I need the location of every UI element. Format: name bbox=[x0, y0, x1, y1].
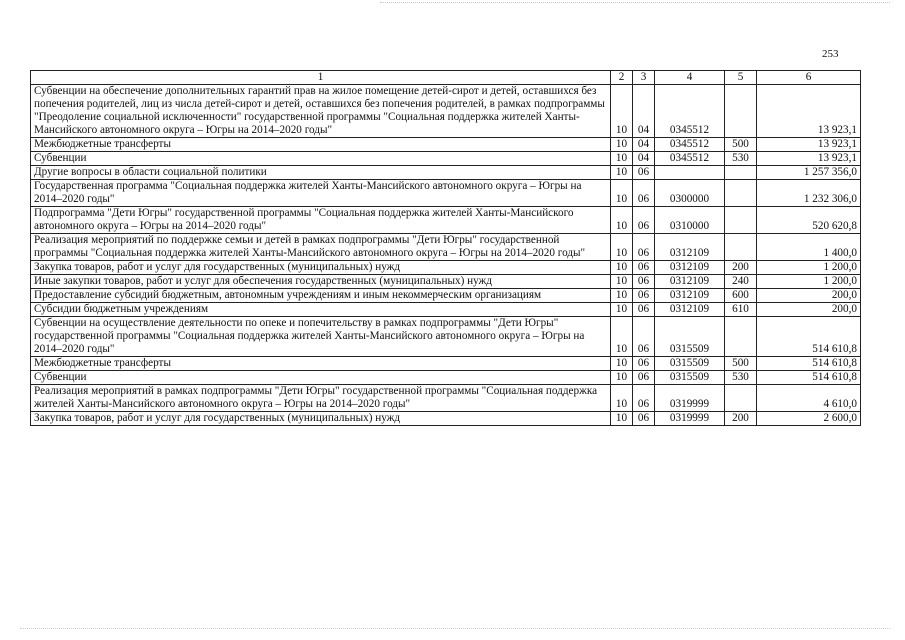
row-target-article bbox=[655, 166, 725, 180]
column-header-name: 1 bbox=[31, 71, 611, 85]
row-expense-type: 200 bbox=[725, 261, 757, 275]
row-section: 10 bbox=[611, 289, 633, 303]
table-row bbox=[31, 385, 861, 412]
row-subsection: 06 bbox=[633, 412, 655, 426]
row-subsection: 06 bbox=[633, 180, 655, 207]
row-section: 10 bbox=[611, 385, 633, 412]
row-expense-type: 500 bbox=[725, 357, 757, 371]
row-name: Закупка товаров, работ и услуг для государственных (муниципальных) нужд bbox=[31, 261, 611, 275]
row-target-article: 0315509 bbox=[655, 371, 725, 385]
row-section: 10 bbox=[611, 317, 633, 357]
row-amount: 13 923,1 bbox=[757, 138, 861, 152]
row-target-article: 0312109 bbox=[655, 275, 725, 289]
row-amount: 520 620,8 bbox=[757, 207, 861, 234]
row-subsection: 04 bbox=[633, 138, 655, 152]
row-amount: 200,0 bbox=[757, 289, 861, 303]
table-row bbox=[31, 180, 861, 207]
row-section: 10 bbox=[611, 234, 633, 261]
row-subsection: 06 bbox=[633, 317, 655, 357]
row-section: 10 bbox=[611, 412, 633, 426]
row-amount: 1 200,0 bbox=[757, 261, 861, 275]
row-subsection: 06 bbox=[633, 275, 655, 289]
row-name: Субвенции bbox=[31, 371, 611, 385]
row-target-article: 0315509 bbox=[655, 317, 725, 357]
row-expense-type: 240 bbox=[725, 275, 757, 289]
row-section: 10 bbox=[611, 303, 633, 317]
row-expense-type bbox=[725, 234, 757, 261]
row-subsection: 04 bbox=[633, 152, 655, 166]
row-amount: 514 610,8 bbox=[757, 371, 861, 385]
row-subsection: 06 bbox=[633, 234, 655, 261]
table-row bbox=[31, 275, 861, 289]
row-expense-type bbox=[725, 180, 757, 207]
table-row bbox=[31, 261, 861, 275]
row-section: 10 bbox=[611, 166, 633, 180]
row-expense-type bbox=[725, 385, 757, 412]
row-amount: 4 610,0 bbox=[757, 385, 861, 412]
row-section: 10 bbox=[611, 275, 633, 289]
table-row bbox=[31, 317, 861, 357]
row-subsection: 06 bbox=[633, 289, 655, 303]
row-name: Межбюджетные трансферты bbox=[31, 138, 611, 152]
row-name: Реализация мероприятий по поддержке семьи и детей в рамках подпрограммы "Дети Югры" государственной программы "Социальная поддержка жителей Ханты-Мансийского автономного округа – Югры на 2014–2020 годы" bbox=[31, 234, 611, 261]
row-amount: 2 600,0 bbox=[757, 412, 861, 426]
row-section: 10 bbox=[611, 152, 633, 166]
row-name: Субвенции на осуществление деятельности по опеке и попечительству в рамках подпрограммы "Дети Югры" государственной программы "Социальная поддержка жителей Ханты-Мансийского автономного округа – Югры на 2014–2020 годы" bbox=[31, 317, 611, 357]
row-name: Реализация мероприятий в рамках подпрограммы "Дети Югры" государственной программы "Социальная поддержка жителей Ханты-Мансийского автономного округа – Югры на 2014–2020 годы" bbox=[31, 385, 611, 412]
row-name: Государственная программа "Социальная поддержка жителей Ханты-Мансийского автономного округа – Югры на 2014–2020 годы" bbox=[31, 180, 611, 207]
row-section: 10 bbox=[611, 357, 633, 371]
row-subsection: 06 bbox=[633, 261, 655, 275]
row-name: Предоставление субсидий бюджетным, автономным учреждениям и иным некоммерческим организациям bbox=[31, 289, 611, 303]
column-header-amount: 6 bbox=[757, 71, 861, 85]
row-target-article: 0345512 bbox=[655, 85, 725, 138]
row-expense-type: 500 bbox=[725, 138, 757, 152]
row-name: Субсидии бюджетным учреждениям bbox=[31, 303, 611, 317]
scan-artifact-top bbox=[380, 2, 890, 3]
column-header-subsection: 3 bbox=[633, 71, 655, 85]
row-section: 10 bbox=[611, 85, 633, 138]
table-row bbox=[31, 357, 861, 371]
budget-table bbox=[30, 70, 861, 426]
column-header-target-article: 4 bbox=[655, 71, 725, 85]
row-section: 10 bbox=[611, 207, 633, 234]
table-row bbox=[31, 289, 861, 303]
row-expense-type bbox=[725, 317, 757, 357]
row-amount: 13 923,1 bbox=[757, 85, 861, 138]
row-expense-type: 530 bbox=[725, 152, 757, 166]
row-expense-type: 610 bbox=[725, 303, 757, 317]
row-name: Субвенции на обеспечение дополнительных гарантий прав на жилое помещение детей-сирот и детей, оставшихся без попечения родителей, лиц из числа детей-сирот и детей, оставшихся без попечения родителей, в рамках подпрограммы "Преодоление социальной исключенности" государственной программы "Социальная поддержка жителей Ханты-Мансийского автономного округа – Югры на 2014–2020 годы" bbox=[31, 85, 611, 138]
row-amount: 514 610,8 bbox=[757, 357, 861, 371]
row-target-article: 0312109 bbox=[655, 234, 725, 261]
page-number: 253 bbox=[822, 48, 839, 60]
row-name: Другие вопросы в области социальной политики bbox=[31, 166, 611, 180]
row-expense-type: 200 bbox=[725, 412, 757, 426]
row-name: Иные закупки товаров, работ и услуг для обеспечения государственных (муниципальных) нужд bbox=[31, 275, 611, 289]
row-target-article: 0312109 bbox=[655, 261, 725, 275]
row-subsection: 06 bbox=[633, 385, 655, 412]
table-row bbox=[31, 138, 861, 152]
row-subsection: 06 bbox=[633, 371, 655, 385]
row-subsection: 06 bbox=[633, 207, 655, 234]
row-amount: 514 610,8 bbox=[757, 317, 861, 357]
column-header-expense-type: 5 bbox=[725, 71, 757, 85]
row-section: 10 bbox=[611, 138, 633, 152]
row-amount: 13 923,1 bbox=[757, 152, 861, 166]
table-row bbox=[31, 85, 861, 138]
row-expense-type: 600 bbox=[725, 289, 757, 303]
row-name: Субвенции bbox=[31, 152, 611, 166]
row-target-article: 0310000 bbox=[655, 207, 725, 234]
row-amount: 1 232 306,0 bbox=[757, 180, 861, 207]
row-expense-type bbox=[725, 85, 757, 138]
row-target-article: 0312109 bbox=[655, 289, 725, 303]
row-section: 10 bbox=[611, 180, 633, 207]
row-amount: 1 200,0 bbox=[757, 275, 861, 289]
row-name: Закупка товаров, работ и услуг для государственных (муниципальных) нужд bbox=[31, 412, 611, 426]
row-expense-type: 530 bbox=[725, 371, 757, 385]
row-subsection: 04 bbox=[633, 85, 655, 138]
table-row bbox=[31, 166, 861, 180]
row-section: 10 bbox=[611, 371, 633, 385]
table-row bbox=[31, 152, 861, 166]
table-row bbox=[31, 303, 861, 317]
row-name: Подпрограмма "Дети Югры" государственной программы "Социальная поддержка жителей Ханты-Мансийского автономного округа – Югры на 2014–2020 годы" bbox=[31, 207, 611, 234]
row-expense-type bbox=[725, 207, 757, 234]
table-row bbox=[31, 412, 861, 426]
row-amount: 1 400,0 bbox=[757, 234, 861, 261]
row-target-article: 0312109 bbox=[655, 303, 725, 317]
row-target-article: 0345512 bbox=[655, 152, 725, 166]
column-header-section: 2 bbox=[611, 71, 633, 85]
row-target-article: 0315509 bbox=[655, 357, 725, 371]
row-target-article: 0319999 bbox=[655, 412, 725, 426]
header-row bbox=[31, 71, 861, 85]
row-target-article: 0300000 bbox=[655, 180, 725, 207]
row-subsection: 06 bbox=[633, 166, 655, 180]
row-amount: 200,0 bbox=[757, 303, 861, 317]
table-row bbox=[31, 234, 861, 261]
row-section: 10 bbox=[611, 261, 633, 275]
row-expense-type bbox=[725, 166, 757, 180]
row-amount: 1 257 356,0 bbox=[757, 166, 861, 180]
table-row bbox=[31, 371, 861, 385]
row-subsection: 06 bbox=[633, 357, 655, 371]
table-row bbox=[31, 207, 861, 234]
row-name: Межбюджетные трансферты bbox=[31, 357, 611, 371]
row-subsection: 06 bbox=[633, 303, 655, 317]
row-target-article: 0319999 bbox=[655, 385, 725, 412]
row-target-article: 0345512 bbox=[655, 138, 725, 152]
scan-artifact-bottom bbox=[20, 628, 890, 629]
